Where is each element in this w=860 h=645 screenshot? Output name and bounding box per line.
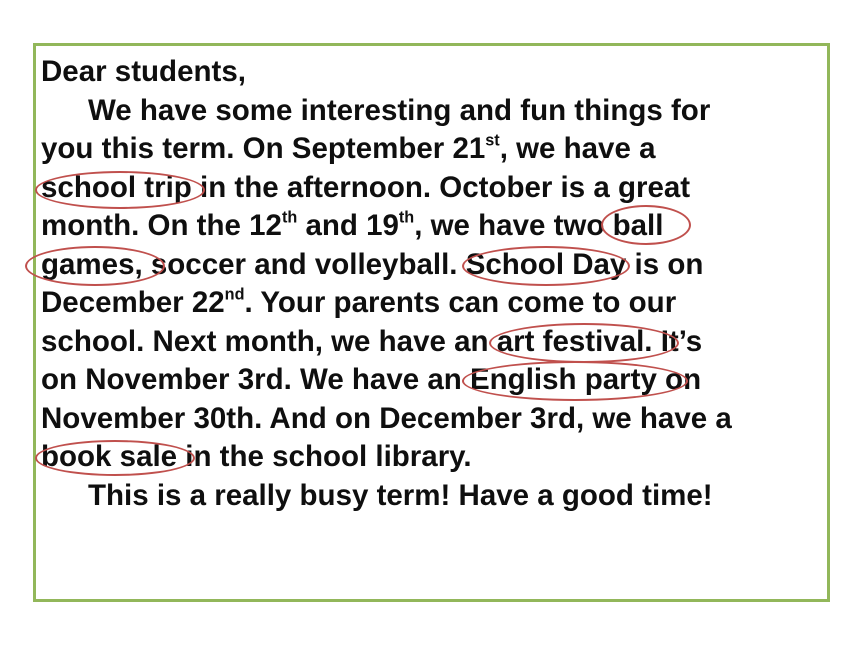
line-text: on: [656, 363, 702, 396]
line-text: , we have a: [499, 132, 656, 165]
line-text: and 19: [297, 209, 399, 242]
line-text: is on: [626, 247, 704, 281]
highlight-text: School Day: [465, 247, 627, 281]
ordinal-suffix: th: [398, 208, 415, 227]
line-text: on November 3rd. We have an: [41, 363, 470, 396]
line-text: in the afternoon. October is a great: [191, 170, 691, 204]
line-text: school. Next month, we have an: [41, 324, 497, 358]
letter-line-9: [41, 400, 851, 439]
line-text: . Your parents can come to our: [244, 286, 677, 319]
highlight-school-trip: [41, 169, 192, 208]
highlight-ball: [613, 207, 664, 246]
highlight-school-day: [466, 246, 627, 285]
ordinal-suffix: st: [485, 131, 500, 150]
letter-line-3: [41, 169, 851, 208]
line-text: . It’s: [644, 324, 703, 358]
line-text: December 22: [41, 286, 225, 319]
highlight-text: English party: [469, 363, 657, 396]
greeting-line: [41, 53, 851, 92]
letter-line-8: [41, 361, 851, 400]
letter-text: [41, 53, 851, 515]
letter-line-7: [41, 323, 851, 362]
line-text: month. On the 12: [41, 209, 282, 242]
closing: This is a really busy term! Have a good time!: [88, 478, 713, 512]
letter-line-2: [41, 130, 851, 169]
highlight-english-party: [470, 361, 657, 400]
closing-line: [41, 477, 851, 516]
line-text: soccer and volleyball.: [142, 247, 466, 281]
highlight-games: [41, 246, 143, 285]
highlight-text: art festival: [496, 324, 645, 358]
highlight-text: games,: [41, 247, 143, 281]
highlight-text: school trip: [41, 170, 192, 204]
line-text: , we have two: [414, 209, 613, 242]
line-text: We have some interesting and fun things for: [88, 93, 711, 127]
highlight-book-sale: [41, 438, 177, 477]
letter-line-6: [41, 284, 851, 323]
letter-line-5: [41, 246, 851, 285]
greeting: Dear students,: [41, 55, 246, 88]
letter-line-4: [41, 207, 851, 246]
letter-line-1: [41, 92, 851, 131]
highlight-text: ball: [612, 209, 664, 242]
line-text: you this term. On September 21: [41, 132, 486, 165]
highlight-text: book sale: [41, 440, 178, 473]
ordinal-suffix: th: [281, 208, 298, 227]
line-text: November 30th. And on December 3rd, we have a: [41, 401, 732, 435]
ordinal-suffix: nd: [224, 285, 245, 304]
line-text: in the school library.: [177, 440, 472, 473]
highlight-art-festival: [497, 323, 645, 362]
letter-line-10: [41, 438, 851, 477]
